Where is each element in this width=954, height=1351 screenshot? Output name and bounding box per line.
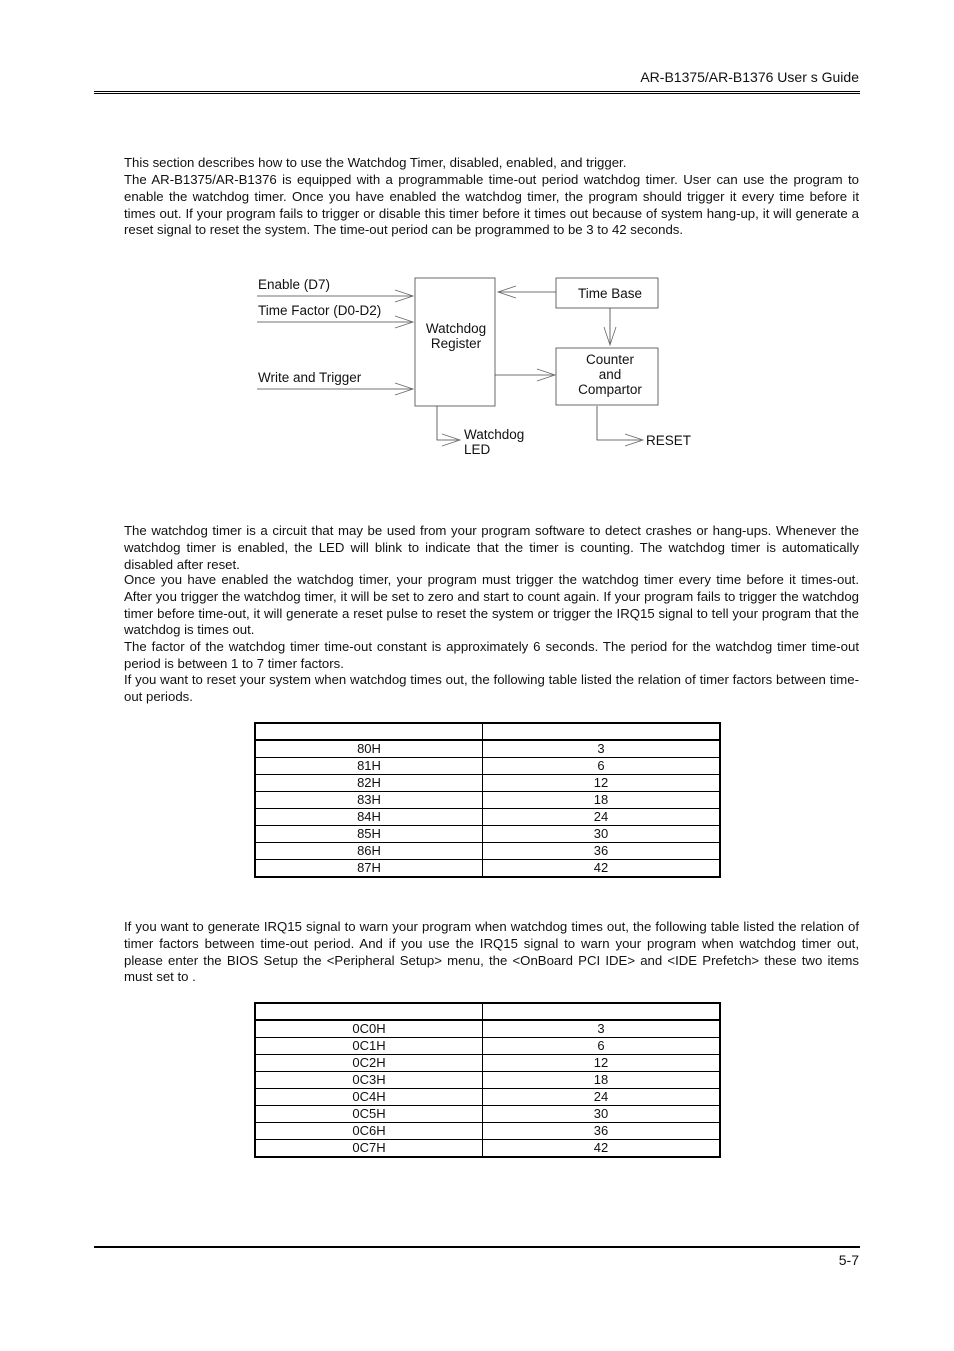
counter-label-line-1: Counter bbox=[585, 352, 635, 367]
time-out-cell: 36 bbox=[483, 1123, 721, 1140]
irq-timer-table bbox=[254, 1002, 721, 1158]
body-paragraph-2: Once you have enabled the watchdog timer, your program must trigger the watchdog timer every time before it times-out. After you trigger the watchdog timer, it will be set to zero and start to count again. If your program fails to trigger the watchdog timer before time-out, it will generate a reset pulse to reset the system or trigger the IRQ15 signal to tell your program that the watchdog is times out. bbox=[124, 572, 859, 638]
time-out-cell: 12 bbox=[483, 775, 721, 792]
time-out-cell: 3 bbox=[483, 1020, 721, 1038]
time-out-cell: 36 bbox=[483, 843, 721, 860]
table-header-row bbox=[255, 1003, 720, 1020]
body-paragraph-3: The factor of the watchdog timer time-out constant is approximately 6 seconds. The period for the watchdog timer time-out period is between 1 to 7 timer factors. bbox=[124, 639, 859, 671]
timer-factor-cell: 0C2H bbox=[255, 1055, 483, 1072]
enable-label: Enable (D7) bbox=[258, 277, 331, 292]
timer-factor-cell: 84H bbox=[255, 809, 483, 826]
table-header-cell bbox=[483, 723, 721, 740]
timer-factor-cell: 0C3H bbox=[255, 1072, 483, 1089]
body-paragraph-4: If you want to reset your system when watchdog times out, the following table listed the relation of timer factors between time-out periods. bbox=[124, 672, 859, 704]
time-out-cell: 6 bbox=[483, 758, 721, 775]
table-header-cell bbox=[255, 1003, 483, 1020]
table-header-row bbox=[255, 723, 720, 740]
time-out-cell: 12 bbox=[483, 1055, 721, 1072]
counter-label-line-3: Compartor bbox=[578, 382, 642, 397]
header-rule bbox=[94, 91, 860, 94]
time-out-cell: 42 bbox=[483, 1140, 721, 1158]
body-paragraph-5: If you want to generate IRQ15 signal to warn your program when watchdog times out, the following table listed the relation of timer factors between time-out period. And if you use the IRQ15 signal to warn your program when watchdog timer out, please enter the BIOS Setup the <Peripheral Setup> menu, the <OnBoard PCI IDE> and <IDE Prefetch> these two items must set to . bbox=[124, 919, 859, 985]
table-row bbox=[255, 1106, 720, 1123]
led-label-line-2: LED bbox=[464, 442, 491, 457]
time-out-cell: 18 bbox=[483, 792, 721, 809]
time-out-cell: 24 bbox=[483, 809, 721, 826]
timer-factor-cell: 81H bbox=[255, 758, 483, 775]
time-out-cell: 6 bbox=[483, 1038, 721, 1055]
table-row bbox=[255, 860, 720, 878]
header-title: AR-B1375/AR-B1376 User s Guide bbox=[640, 69, 859, 85]
arrow-write-trigger bbox=[395, 383, 413, 395]
led-label-line-1: Watchdog bbox=[464, 427, 525, 442]
arrow-enable bbox=[395, 290, 413, 302]
counter-label-line-2: and bbox=[598, 367, 622, 382]
body-paragraph-1: The watchdog timer is a circuit that may be used from your program software to detect crashes or hang-ups. Whenever the watchdog timer is enabled, the LED will blink to indicate that the timer is counting. The watchdog timer is automatically disabled after reset. bbox=[124, 523, 859, 572]
timer-factor-cell: 85H bbox=[255, 826, 483, 843]
time-out-cell: 18 bbox=[483, 1072, 721, 1089]
arrow-down bbox=[604, 327, 616, 345]
intro-paragraph-2: The AR-B1375/AR-B1376 is equipped with a programmable time-out period watchdog timer. User can use the program to enable the watchdog timer. Once you have enabled the watchdog timer, the program should trigger it every time before it times out. If your program fails to trigger or disable this timer before it times out because of system hang-up, it will generate a reset signal to reset the system. The time-out period can be programmed to be 3 to 42 seconds. bbox=[124, 172, 859, 238]
timer-factor-cell: 87H bbox=[255, 860, 483, 878]
led-line bbox=[437, 406, 458, 440]
timer-factor-cell: 80H bbox=[255, 740, 483, 758]
timer-factor-cell: 0C6H bbox=[255, 1123, 483, 1140]
timer-factor-cell: 83H bbox=[255, 792, 483, 809]
reset-label: RESET bbox=[646, 433, 692, 448]
arrow-time-factor bbox=[395, 316, 413, 328]
time-out-cell: 24 bbox=[483, 1089, 721, 1106]
led-label bbox=[464, 427, 524, 457]
table-row bbox=[255, 1072, 720, 1089]
reset-line bbox=[597, 406, 641, 440]
table-header-cell bbox=[255, 723, 483, 740]
counter-label bbox=[558, 352, 662, 397]
page-number: 5-7 bbox=[838, 1252, 859, 1268]
table-row bbox=[255, 758, 720, 775]
timer-factor-cell: 0C0H bbox=[255, 1020, 483, 1038]
table-row bbox=[255, 740, 720, 758]
timer-factor-cell: 0C7H bbox=[255, 1140, 483, 1158]
timer-factor-cell: 0C4H bbox=[255, 1089, 483, 1106]
intro-paragraph-1: This section describes how to use the Watchdog Timer, disabled, enabled, and trigger. bbox=[124, 155, 627, 170]
timer-factor-cell: 86H bbox=[255, 843, 483, 860]
arrow-counter bbox=[537, 369, 555, 381]
timer-factor-cell: 82H bbox=[255, 775, 483, 792]
table-row bbox=[255, 775, 720, 792]
time-out-cell: 30 bbox=[483, 826, 721, 843]
table-row bbox=[255, 843, 720, 860]
arrow-led bbox=[442, 434, 460, 446]
table-row bbox=[255, 792, 720, 809]
register-label bbox=[415, 321, 497, 351]
time-out-cell: 3 bbox=[483, 740, 721, 758]
time-out-cell: 42 bbox=[483, 860, 721, 878]
time-out-cell: 30 bbox=[483, 1106, 721, 1123]
table-row bbox=[255, 1038, 720, 1055]
table-row bbox=[255, 826, 720, 843]
register-label-line-2: Register bbox=[430, 336, 482, 351]
table-row bbox=[255, 1123, 720, 1140]
table-row bbox=[255, 809, 720, 826]
reset-timer-table bbox=[254, 722, 721, 878]
time-base-label: Time Base bbox=[577, 286, 643, 301]
table-row bbox=[255, 1140, 720, 1158]
time-factor-label: Time Factor (D0-D2) bbox=[258, 303, 382, 318]
write-trigger-label: Write and Trigger bbox=[258, 370, 362, 385]
table-row bbox=[255, 1020, 720, 1038]
footer-rule bbox=[94, 1246, 860, 1248]
table-row bbox=[255, 1055, 720, 1072]
arrow-time-base bbox=[498, 286, 516, 298]
register-label-line-1: Watchdog bbox=[425, 321, 487, 336]
timer-factor-cell: 0C5H bbox=[255, 1106, 483, 1123]
arrow-reset bbox=[625, 434, 643, 446]
timer-factor-cell: 0C1H bbox=[255, 1038, 483, 1055]
table-row bbox=[255, 1089, 720, 1106]
table-header-cell bbox=[483, 1003, 721, 1020]
